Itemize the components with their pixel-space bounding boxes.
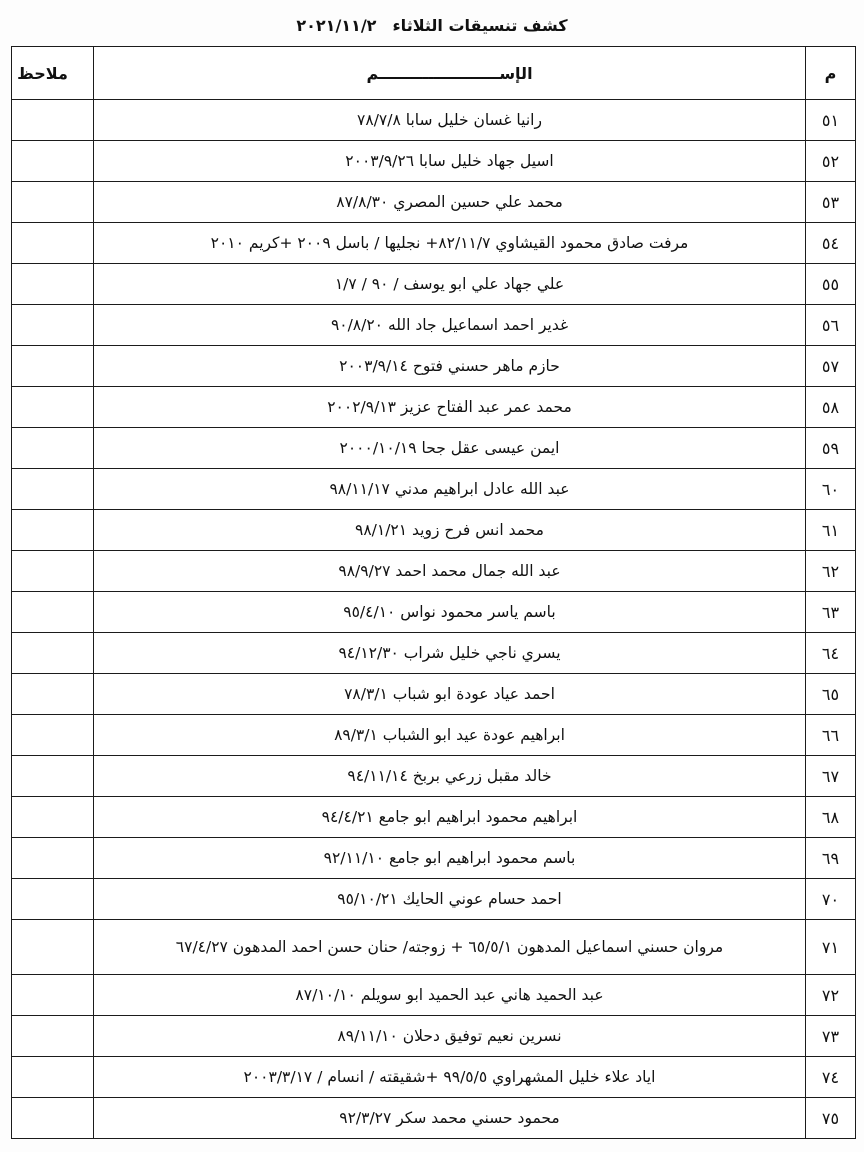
row-number: ٥٤: [806, 223, 856, 264]
row-note: [12, 920, 94, 975]
row-note: [12, 182, 94, 223]
row-note: [12, 797, 94, 838]
row-name: مرفت صادق محمود القيشاوي ٨٢/١١/٧+ نجليها / باسل ٢٠٠٩ +كريم ٢٠١٠: [94, 223, 806, 264]
table-row: [12, 715, 856, 756]
row-name: حازم ماهر حسني فتوح ٢٠٠٣/٩/١٤: [94, 346, 806, 387]
row-number: ٧٥: [806, 1098, 856, 1139]
row-note: [12, 223, 94, 264]
table-row: [12, 797, 856, 838]
table-row: [12, 1016, 856, 1057]
row-note: [12, 975, 94, 1016]
row-name: باسم محمود ابراهيم ابو جامع ٩٢/١١/١٠: [94, 838, 806, 879]
column-header-notes-label: ملاحظ: [17, 63, 68, 83]
column-header-name-label: الإســــــــــــــــــــــم: [366, 63, 533, 83]
row-number: ٦٢: [806, 551, 856, 592]
row-name: يسري ناجي خليل شراب ٩٤/١٢/٣٠: [94, 633, 806, 674]
row-number: ٦٠: [806, 469, 856, 510]
row-number: ٥١: [806, 100, 856, 141]
table-row: [12, 592, 856, 633]
table-row: [12, 100, 856, 141]
table-row: [12, 428, 856, 469]
coordination-table: [11, 46, 856, 1139]
row-name: عبد الله عادل ابراهيم مدني ٩٨/١١/١٧: [94, 469, 806, 510]
row-note: [12, 1057, 94, 1098]
row-note: [12, 100, 94, 141]
row-number: ٦٨: [806, 797, 856, 838]
row-number: ٥٢: [806, 141, 856, 182]
column-header-number: م: [806, 47, 856, 100]
row-name: عبد الحميد هاني عبد الحميد ابو سويلم ٨٧/١٠/١٠: [94, 975, 806, 1016]
row-number: ٧٤: [806, 1057, 856, 1098]
row-note: [12, 510, 94, 551]
row-note: [12, 346, 94, 387]
row-number: ٥٦: [806, 305, 856, 346]
table-row: [12, 346, 856, 387]
row-name: اسيل جهاد خليل سابا ٢٠٠٣/٩/٢٦: [94, 141, 806, 182]
row-name: عبد الله جمال محمد احمد ٩٨/٩/٢٧: [94, 551, 806, 592]
column-header-name: [94, 47, 806, 100]
row-number: ٥٣: [806, 182, 856, 223]
table-row: [12, 510, 856, 551]
row-note: [12, 305, 94, 346]
row-number: ٥٧: [806, 346, 856, 387]
table-row: [12, 879, 856, 920]
row-note: [12, 469, 94, 510]
row-number: ٦٤: [806, 633, 856, 674]
row-name: رانيا غسان خليل سابا ٧٨/٧/٨: [94, 100, 806, 141]
row-note: [12, 387, 94, 428]
row-note: [12, 633, 94, 674]
row-name: محمد علي حسين المصري ٨٧/٨/٣٠: [94, 182, 806, 223]
row-note: [12, 879, 94, 920]
row-number: ٦٣: [806, 592, 856, 633]
row-note: [12, 674, 94, 715]
row-note: [12, 551, 94, 592]
row-name: محمد عمر عبد الفتاح عزيز ٢٠٠٢/٩/١٣: [94, 387, 806, 428]
table-row: [12, 975, 856, 1016]
row-number: ٧٠: [806, 879, 856, 920]
row-note: [12, 141, 94, 182]
row-name: ايمن عيسى عقل جحا ٢٠٠٠/١٠/١٩: [94, 428, 806, 469]
row-name: احمد عياد عودة ابو شباب ٧٨/٣/١: [94, 674, 806, 715]
table-row: [12, 756, 856, 797]
row-name: محمود حسني محمد سكر ٩٢/٣/٢٧: [94, 1098, 806, 1139]
row-note: [12, 592, 94, 633]
row-name: خالد مقبل زرعي بربخ ٩٤/١١/١٤: [94, 756, 806, 797]
row-name: ابراهيم عودة عيد ابو الشباب ٨٩/٣/١: [94, 715, 806, 756]
row-number: ٧٢: [806, 975, 856, 1016]
row-number: ٦٧: [806, 756, 856, 797]
table-row: [12, 1098, 856, 1139]
row-name: احمد حسام عوني الحايك ٩٥/١٠/٢١: [94, 879, 806, 920]
row-number: ٦١: [806, 510, 856, 551]
table-row: [12, 838, 856, 879]
row-number: ٥٨: [806, 387, 856, 428]
table-row: [12, 551, 856, 592]
table-row: [12, 141, 856, 182]
table-row: [12, 305, 856, 346]
table-row: [12, 182, 856, 223]
table-row: [12, 633, 856, 674]
table-row: [12, 1057, 856, 1098]
row-note: [12, 264, 94, 305]
row-name: نسرين نعيم توفيق دحلان ٨٩/١١/١٠: [94, 1016, 806, 1057]
row-note: [12, 715, 94, 756]
table-row: [12, 469, 856, 510]
column-header-notes: [12, 47, 94, 100]
table-row: [12, 223, 856, 264]
table-header-row: [12, 47, 856, 100]
table-row: [12, 920, 856, 975]
row-name: مروان حسني اسماعيل المدهون ٦٥/٥/١ + زوجته/ حنان حسن احمد المدهون ٦٧/٤/٢٧: [94, 920, 806, 975]
row-number: ٥٩: [806, 428, 856, 469]
page-title: [0, 16, 864, 35]
row-note: [12, 756, 94, 797]
table-row: [12, 387, 856, 428]
row-name: محمد انس فرح زويد ٩٨/١/٢١: [94, 510, 806, 551]
page-title-text: كشف تنسيقات الثلاثاء: [392, 16, 568, 35]
row-note: [12, 838, 94, 879]
row-number: ٧١: [806, 920, 856, 975]
table-row: [12, 264, 856, 305]
row-name: علي جهاد علي ابو يوسف / ٩٠ / ١/٧: [94, 264, 806, 305]
row-name: اياد علاء خليل المشهراوي ٩٩/٥/٥ +شقيقته / انسام / ٢٠٠٣/٣/١٧: [94, 1057, 806, 1098]
row-number: ٦٦: [806, 715, 856, 756]
row-name: باسم ياسر محمود نواس ٩٥/٤/١٠: [94, 592, 806, 633]
row-name: ابراهيم محمود ابراهيم ابو جامع ٩٤/٤/٢١: [94, 797, 806, 838]
row-name: غدير احمد اسماعيل جاد الله ٩٠/٨/٢٠: [94, 305, 806, 346]
table-row: [12, 674, 856, 715]
row-note: [12, 428, 94, 469]
table-header: [12, 47, 856, 100]
page-title-date: ٢٠٢١/١١/٢: [296, 16, 377, 35]
row-note: [12, 1016, 94, 1057]
table-body: [12, 100, 856, 1139]
row-number: ٥٥: [806, 264, 856, 305]
row-number: ٦٩: [806, 838, 856, 879]
row-number: ٦٥: [806, 674, 856, 715]
row-number: ٧٣: [806, 1016, 856, 1057]
row-note: [12, 1098, 94, 1139]
